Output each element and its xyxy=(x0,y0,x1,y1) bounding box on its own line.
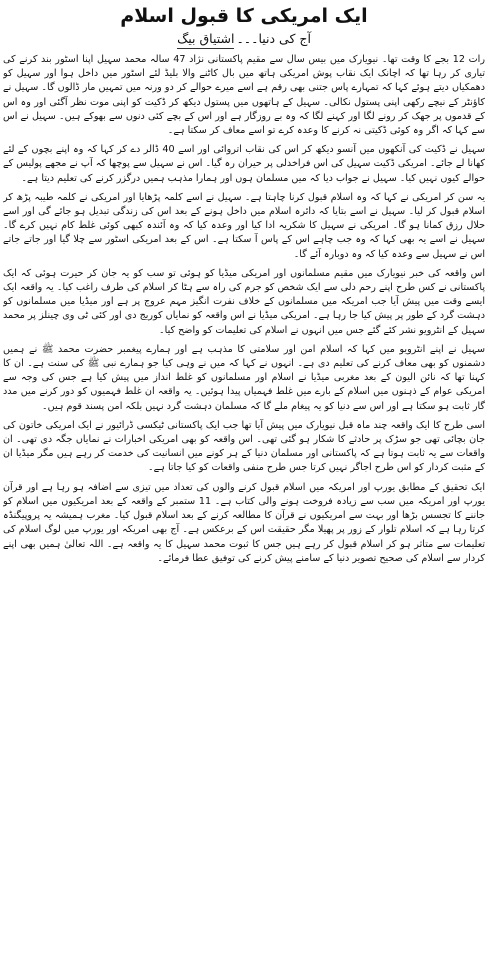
article-paragraph: یہ سن کر امریکی نے کہا کہ وہ اسلام قبول کرنا چاہتا ہے۔ سہیل نے اسے کلمہ پڑھایا اور امریکی نے کلمہ طیبہ پڑھ کر اسلام قبول کر لیا۔ سہیل نے اسے بتایا کہ دائرہ اسلام میں داخل ہونے کے بعد اس کی زندگی تبدیل ہو جائے گی اور اسے حلال رزق کمانا ہو گا۔ امریکی نے سہیل کا شکریہ ادا کیا اور وعدہ کیا کہ وہ آئندہ کبھی کوئی غلط کام نہیں کرے گا۔ سہیل نے اسے یہ بھی کہا کہ وہ جب چاہے اس کے پاس آ سکتا ہے۔ اس کے بعد امریکی اسٹور سے چلا گیا اور جاتے جاتے اس نے سہیل سے وعدہ کیا کہ وہ دوبارہ آئے گا۔ xyxy=(3,191,485,260)
article-paragraph: اسی طرح کا ایک واقعہ چند ماہ قبل نیویارک میں پیش آیا تھا جب ایک پاکستانی ٹیکسی ڈرائیور نے ایک امریکی خاتون کی جان بچائی تھی جو سڑک پر حادثے کا شکار ہو گئی تھی۔ اس واقعہ کو بھی امریکی اخبارات نے نمایاں جگہ دی تھی۔ ان واقعات سے یہ ثابت ہوتا ہے کہ پاکستانی اور مسلمان دنیا کے ہر کونے میں انسانیت کی خدمت کر رہے ہیں مگر میڈیا ان کے مثبت کردار کو اس طرح اجاگر نہیں کرتا جس طرح منفی واقعات کو کیا جاتا ہے۔ xyxy=(3,419,485,474)
newspaper-column xyxy=(3,2,485,952)
author-name: اشتیاق بیگ xyxy=(177,30,234,49)
article-paragraph: سہیل نے اپنے انٹرویو میں کہا کہ اسلام امن اور سلامتی کا مذہب ہے اور ہمارے پیغمبر حضرت محمد ﷺ نے ہمیں دشمنوں کو بھی معاف کرنے کی تعلیم دی ہے۔ انہوں نے کہا کہ میں نے وہی کیا جو ہمارے نبی ﷺ کی سنت ہے۔ ان کا کہنا تھا کہ نائن الیون کے بعد مغربی میڈیا نے اسلام اور مسلمانوں کو غلط انداز میں پیش کیا ہے جس کی وجہ سے امریکی عوام کے ذہنوں میں اسلام کے بارے میں غلط فہمیاں پیدا ہوئیں۔ یہ واقعہ ان غلط فہمیوں کو دور کرنے میں مدد گار ثابت ہو سکتا ہے اور اس سے دنیا کو یہ پیغام ملے گا کہ مسلمان دہشت گرد نہیں بلکہ امن پسند قوم ہیں۔ xyxy=(3,343,485,412)
article-title: ایک امریکی کا قبول اسلام xyxy=(120,5,368,27)
column-name: آج کی دنیا۔۔۔ xyxy=(236,31,311,46)
article-body xyxy=(3,53,485,566)
article-paragraph: اس واقعہ کی خبر نیویارک میں مقیم مسلمانوں اور امریکی میڈیا کو ہوئی تو سب کو یہ جان کر حیرت ہوئی کہ ایک پاکستانی نے کس طرح اپنے رحم دلی سے ایک شخص کو جرم کی راہ سے ہٹا کر اسلام کی طرف راغب کیا۔ یہ واقعہ ایک ایسے وقت میں پیش آیا جب امریکہ میں مسلمانوں کے خلاف نفرت انگیز مہم عروج پر ہے اور میڈیا میں مسلمانوں کو دہشت گرد کے طور پر پیش کیا جا رہا ہے۔ امریکی میڈیا نے اس واقعہ کو نمایاں کوریج دی اور کئی ٹی وی چینلز پر محمد سہیل کے انٹرویو نشر کئے گئے جس میں انہوں نے اسلام کی تعلیمات کو واضح کیا۔ xyxy=(3,267,485,336)
byline xyxy=(3,30,485,49)
article-paragraph: سہیل نے ڈکیت کی آنکھوں میں آنسو دیکھ کر اس کی نقاب اتروائی اور اسے 40 ڈالر دے کر کہا کہ وہ اپنے بچوں کے لئے کھانا لے جائے۔ امریکی ڈکیت سہیل کی اس فراخدلی پر حیران رہ گیا۔ اس نے سہیل سے پوچھا کہ آپ نے مجھے پولیس کے حوالے کیوں نہیں کیا۔ سہیل نے جواب دیا کہ میں مسلمان ہوں اور ہمارا مذہب ہمیں درگزر کرنے کی تعلیم دیتا ہے۔ xyxy=(3,144,485,184)
article-paragraph: رات 12 بجے کا وقت تھا۔ نیویارک میں بیس سال سے مقیم پاکستانی نژاد 47 سالہ محمد سہیل اپنا اسٹور بند کرنے کی تیاری کر رہا تھا کہ اچانک ایک نقاب پوش امریکی ہاتھ میں بال کاٹنے والا بلیڈ لئے اسٹور میں داخل ہوا اور سہیل کو دھمکیاں دیتے ہوئے کہا کہ تمہارے پاس جتنی بھی رقم ہے اسے میرے حوالے کر دو ورنہ میں تمہیں مار ڈالوں گا۔ سہیل نے کاؤنٹر کے نیچے رکھی اپنی پستول نکالی۔ سہیل کے ہاتھوں میں پستول دیکھ کر ڈکیت کو اپنی موت نظر آگئی اور وہ اس کے قدموں پر جھک کر رونے لگا اور کہنے لگا کہ وہ بے روزگار ہے اور اس کے بچے کئی دنوں سے بھوکے ہیں۔ سہیل نے اس سے کہا کہ اگر وہ کوئی ڈکیتی نہ کرنے کا وعدہ کرے تو اسے معاف کر سکتا ہے۔ xyxy=(3,54,485,137)
article-paragraph: ایک تحقیق کے مطابق یورپ اور امریکہ میں اسلام قبول کرنے والوں کی تعداد میں تیزی سے اضافہ ہو رہا ہے اور قرآن یورپ اور امریکہ میں سب سے زیادہ فروخت ہونے والی کتاب ہے۔ 11 ستمبر کے واقعہ کے بعد امریکیوں میں اسلام کو جاننے کا تجسس بڑھا اور بہت سے امریکیوں نے قرآن کا مطالعہ کرنے کے بعد اسلام قبول کیا۔ مغرب ہمیشہ یہ پروپیگنڈہ کرتا رہا ہے کہ اسلام تلوار کے زور پر پھیلا مگر حقیقت اس کے برعکس ہے۔ آج بھی امریکہ اور یورپ میں لوگ اسلام کی تعلیمات سے متاثر ہو کر اسلام قبول کر رہے ہیں جس کا ثبوت محمد سہیل کا یہ واقعہ ہے۔ اللہ تعالیٰ ہمیں بھی اپنے کردار سے اسلام کی صحیح تصویر دنیا کے سامنے پیش کرنے کی توفیق عطا فرمائے۔ xyxy=(3,481,485,564)
